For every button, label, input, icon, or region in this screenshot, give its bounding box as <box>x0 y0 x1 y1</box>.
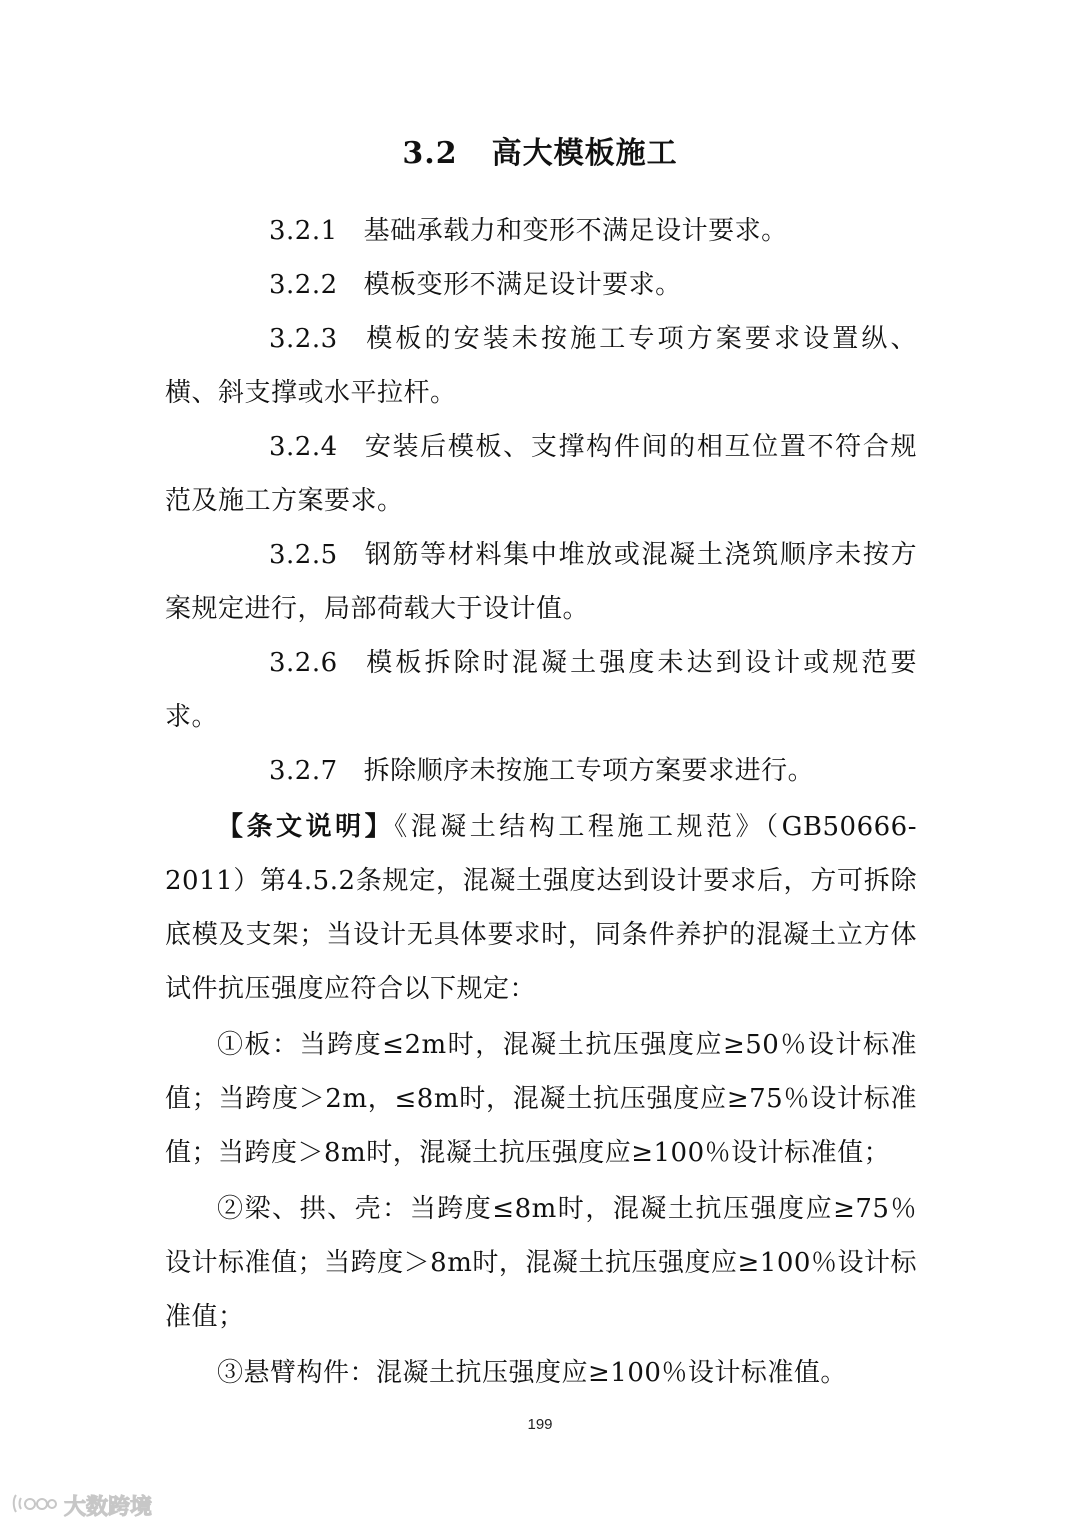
clause-item <box>165 636 917 744</box>
explanation-item-text: ①板：当跨度≤2m时，混凝土抗压强度应≥50％设计标准值；当跨度＞2m，≤8m时，混凝土抗压强度应≥75％设计标准值；当跨度＞8m时，混凝土抗压强度应≥100％设计标准值； <box>165 1030 917 1168</box>
explanation-item <box>165 1182 917 1344</box>
watermark-logo-icon <box>12 1491 58 1521</box>
explanation-text: 《混凝土结构工程施工规范》（GB50666-2011）第4.5.2条规定，混凝土强度达到设计要求后，方可拆除底模及支架；当设计无具体要求时，同条件养护的混凝土立方体试件抗压强度应符合以下规定： <box>165 812 917 1004</box>
explanation-item-text: ②梁、拱、壳：当跨度≤8m时，混凝土抗压强度应≥75％设计标准值；当跨度＞8m时，混凝土抗压强度应≥100％设计标准值； <box>165 1194 917 1332</box>
section-heading <box>0 128 1080 172</box>
clause-item <box>165 258 917 312</box>
clause-item <box>165 420 917 528</box>
document-body <box>165 204 917 1400</box>
clause-number: 3.2.6 <box>269 648 338 678</box>
explanation-paragraph <box>165 800 917 1016</box>
clause-number: 3.2.7 <box>269 756 338 786</box>
clause-number: 3.2.1 <box>269 216 338 246</box>
explanation-item-text: ③悬臂构件：混凝土抗压强度应≥100％设计标准值。 <box>217 1358 847 1388</box>
clause-text: 拆除顺序未按施工专项方案要求进行。 <box>363 756 815 786</box>
section-number: 3.2 <box>402 136 458 171</box>
clause-number: 3.2.2 <box>269 270 338 300</box>
clause-text: 模板的安装未按施工专项方案要求设置纵、横、斜支撑或水平拉杆。 <box>165 324 917 408</box>
section-title: 高大模板施工 <box>491 136 678 171</box>
watermark <box>12 1490 152 1521</box>
clause-text: 钢筋等材料集中堆放或混凝土浇筑顺序未按方案规定进行，局部荷载大于设计值。 <box>165 540 917 624</box>
clause-text: 模板拆除时混凝土强度未达到设计或规范要求。 <box>165 648 917 732</box>
clause-item <box>165 312 917 420</box>
explanation-item <box>165 1346 917 1400</box>
clause-number: 3.2.3 <box>269 324 338 354</box>
clause-item <box>165 744 917 798</box>
page-number: 199 <box>527 1416 553 1433</box>
clause-text: 安装后模板、支撑构件间的相互位置不符合规范及施工方案要求。 <box>165 432 917 516</box>
clause-text: 模板变形不满足设计要求。 <box>363 270 682 300</box>
explanation-item <box>165 1018 917 1180</box>
clause-item <box>165 528 917 636</box>
clause-number: 3.2.4 <box>269 432 338 462</box>
clause-number: 3.2.5 <box>269 540 338 570</box>
explanation-label: 【条文说明】 <box>217 812 395 842</box>
clause-text: 基础承载力和变形不满足设计要求。 <box>363 216 788 246</box>
clause-item <box>165 204 917 258</box>
watermark-text: 大数跨境 <box>64 1495 153 1520</box>
